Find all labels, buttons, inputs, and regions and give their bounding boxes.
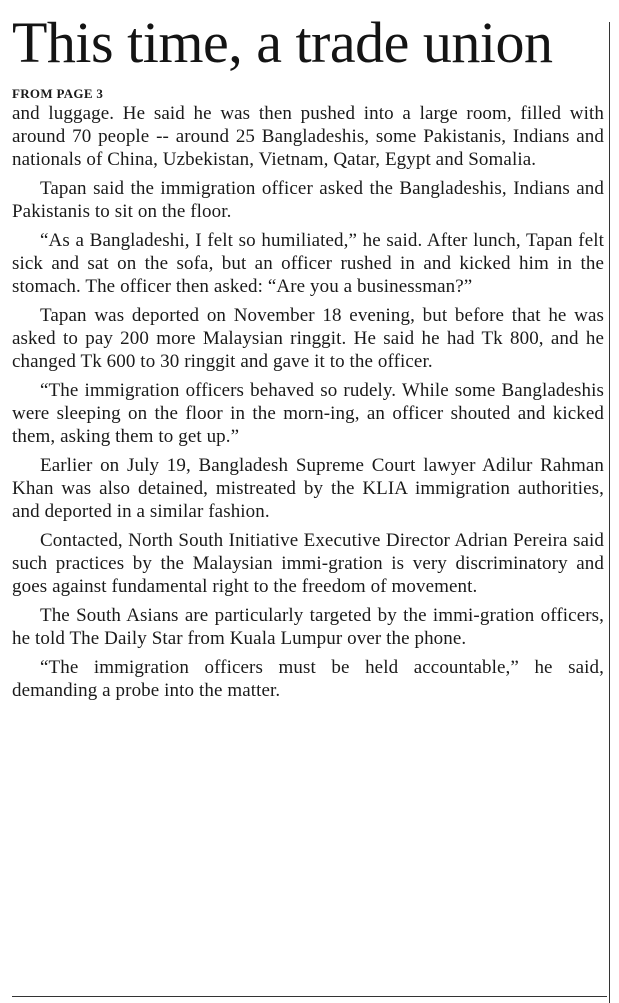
article-body [12, 102, 604, 702]
paragraph: Tapan was deported on November 18 evening, but before that he was asked to pay 200 more Malaysian ringgit. He said he had Tk 800, and he changed Tk 600 to 30 ringgit and gave it to the officer. [12, 305, 604, 372]
headline: This time, a trade union [12, 10, 553, 75]
paragraph: “As a Bangladeshi, I felt so humiliated,” he said. After lunch, Tapan felt sick and sat on the sofa, but an officer rushed in and kicked him in the stomach. The officer then asked: “Are you a businessman?” [12, 230, 604, 297]
column-rule-right [609, 22, 610, 1003]
jump-line: FROM PAGE 3 [12, 86, 104, 101]
news-article [12, 0, 604, 1003]
column-rule-bottom [12, 996, 607, 997]
paragraph: “The immigration officers must be held accountable,” he said, demanding a probe into the matter. [12, 657, 604, 701]
paragraph: The South Asians are particularly targeted by the immi-gration officers, he told The Daily Star from Kuala Lumpur over the phone. [12, 605, 604, 649]
paragraph: Contacted, North South Initiative Executive Director Adrian Pereira said such practices by the Malaysian immi-gration is very discriminatory and goes against fundamental right to the freedom of movement. [12, 530, 604, 597]
paragraph: Tapan said the immigration officer asked the Bangladeshis, Indians and Pakistanis to sit on the floor. [12, 178, 604, 222]
paragraph: and luggage. He said he was then pushed into a large room, filled with around 70 people -- around 25 Bangladeshis, some Pakistanis, Indians and nationals of China, Uzbekistan, Vietnam, Qatar, Egypt and Somalia. [12, 103, 604, 170]
paragraph: Earlier on July 19, Bangladesh Supreme Court lawyer Adilur Rahman Khan was also detained, mistreated by the KLIA immigration authorities, and deported in a similar fashion. [12, 455, 604, 522]
paragraph: “The immigration officers behaved so rudely. While some Bangladeshis were sleeping on the floor in the morn-ing, an officer shouted and kicked them, asking them to get up.” [12, 380, 604, 447]
